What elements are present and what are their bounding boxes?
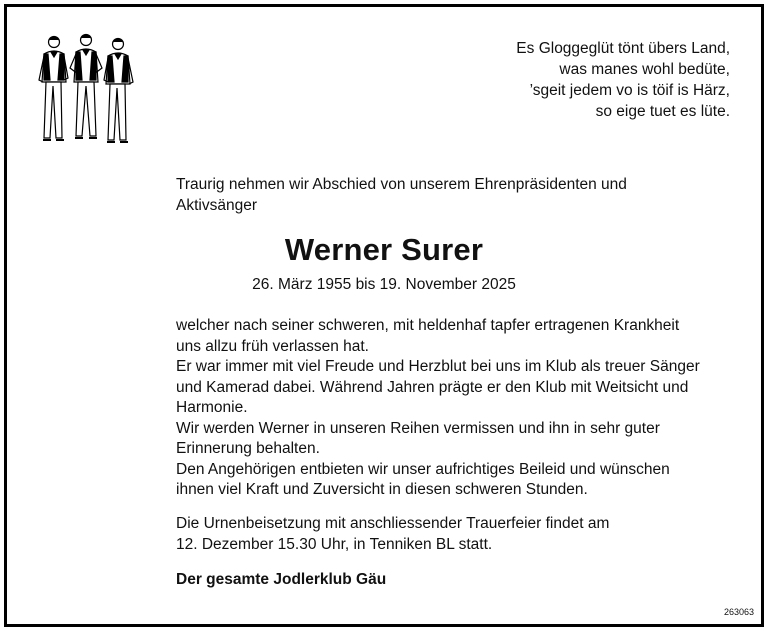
intro-line: Aktivsänger xyxy=(176,197,257,214)
burial-line: 12. Dezember 15.30 Uhr, in Tenniken BL statt. xyxy=(176,536,493,553)
intro-line: Traurig nehmen wir Abschied von unserem Ehrenpräsidenten und xyxy=(176,176,627,193)
tribute-line: Harmonie. xyxy=(176,399,248,416)
tribute-line: Den Angehörigen entbieten wir unser aufrichtiges Beileid und wünschen xyxy=(176,460,670,478)
poem-line: so eige tuet es lüte. xyxy=(595,103,730,120)
poem-line: ’sgeit jedem vo is töif is Härz, xyxy=(529,82,730,99)
tribute-line: Erinnerung behalten. xyxy=(176,440,320,457)
poem xyxy=(516,38,730,122)
signature: Der gesamte Jodlerklub Gäu xyxy=(176,571,387,588)
three-yodelers-illustration xyxy=(36,30,136,146)
tribute-line: uns allzu früh verlassen hat. xyxy=(176,337,369,355)
reference-number: 263063 xyxy=(723,607,754,617)
burial-line: Die Urnenbeisetzung mit anschliessender Trauerfeier findet am xyxy=(176,515,610,532)
tribute-line: welcher nach seiner schweren, mit heldenhaf tapfer ertragenen Krankheit xyxy=(176,317,680,334)
poem-line: was manes wohl bedüte, xyxy=(559,61,730,78)
yodeler-figure-middle xyxy=(70,35,102,139)
life-dates: 26. März 1955 bis 19. November 2025 xyxy=(252,276,516,293)
burial-info xyxy=(176,513,736,555)
tribute-line: Er war immer mit viel Freude und Herzblut bei uns im Klub als treuer Sänger xyxy=(176,358,700,375)
tribute-line: Wir werden Werner in unseren Reihen vermissen und ihn in sehr guter xyxy=(176,419,660,437)
yodeler-figure-right xyxy=(104,39,133,143)
intro-text xyxy=(176,174,696,216)
tribute-line: ihnen viel Kraft und Zuversicht in diesen schweren Stunden. xyxy=(176,481,588,498)
tribute-text xyxy=(176,316,736,501)
yodeler-figure-left xyxy=(39,37,68,141)
poem-line: Es Gloggeglüt tönt übers Land, xyxy=(516,40,730,57)
deceased-name: Werner Surer xyxy=(284,232,484,267)
tribute-line: und Kamerad dabei. Während Jahren prägte er den Klub mit Weitsicht und xyxy=(176,378,689,396)
